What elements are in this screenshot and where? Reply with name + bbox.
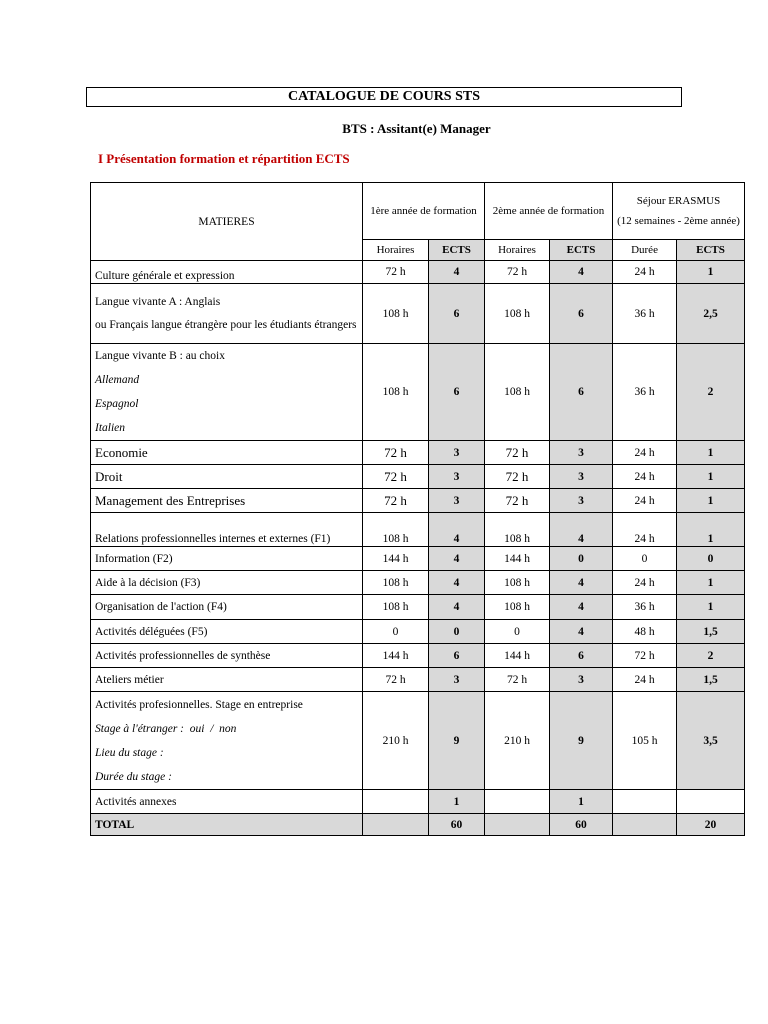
ects-year1: 6 — [429, 344, 485, 441]
header-duree: Durée — [613, 240, 677, 261]
hours-year2: 72 h — [485, 261, 550, 284]
total-label: TOTAL — [91, 814, 363, 836]
total-hours-year2 — [485, 814, 550, 836]
table-row — [91, 513, 745, 547]
course-label: Activités déléguées (F5) — [91, 620, 363, 644]
hours-year1: 210 h — [363, 692, 429, 790]
ects-year1: 4 — [429, 513, 485, 547]
table-row — [91, 465, 745, 489]
course-label: Aide à la décision (F3) — [91, 571, 363, 595]
header-year1-label: 1ère année de formation — [370, 205, 477, 217]
section-heading: I Présentation formation et répartition ECTS — [98, 151, 350, 166]
ects-year2: 1 — [550, 790, 613, 814]
course-label: Organisation de l'action (F4) — [91, 595, 363, 620]
header-ects-1: ECTS — [429, 240, 485, 261]
language-option: Espagnol — [95, 398, 139, 410]
ects-year1: 9 — [429, 692, 485, 790]
ects-erasmus: 2 — [677, 644, 745, 668]
total-hours-year1 — [363, 814, 429, 836]
ects-year2: 4 — [550, 571, 613, 595]
course-label — [91, 344, 363, 441]
ects-year1: 4 — [429, 547, 485, 571]
header-erasmus — [613, 183, 745, 240]
ects-year2: 4 — [550, 261, 613, 284]
stage-duration-field: Durée du stage : — [95, 770, 172, 783]
ects-erasmus: 2 — [677, 344, 745, 441]
course-label: Activités annexes — [91, 790, 363, 814]
course-label: Activités professionnelles de synthèse — [91, 644, 363, 668]
hours-year2: 72 h — [485, 441, 550, 465]
hours-year2: 72 h — [485, 465, 550, 489]
ects-year2: 4 — [550, 595, 613, 620]
course-label: Droit — [91, 465, 363, 489]
ects-erasmus: 1,5 — [677, 620, 745, 644]
hours-year1: 144 h — [363, 547, 429, 571]
course-label — [91, 284, 363, 344]
ects-erasmus: 1 — [677, 513, 745, 547]
course-label-alt: ou Français langue étrangère pour les étudiants étrangers — [95, 319, 357, 331]
erasmus-duration: 36 h — [613, 284, 677, 344]
erasmus-duration: 24 h — [613, 571, 677, 595]
hours-year1: 108 h — [363, 513, 429, 547]
stage-location-field: Lieu du stage : — [95, 746, 164, 759]
erasmus-duration: 24 h — [613, 489, 677, 513]
erasmus-duration: 36 h — [613, 344, 677, 441]
hours-year1: 108 h — [363, 595, 429, 620]
table-row — [91, 595, 745, 620]
course-label: Management des Entreprises — [91, 489, 363, 513]
hours-year2: 108 h — [485, 513, 550, 547]
erasmus-duration: 24 h — [613, 513, 677, 547]
hours-year2 — [485, 790, 550, 814]
ects-table — [90, 182, 745, 836]
total-ects-year2: 60 — [550, 814, 613, 836]
hours-year1: 108 h — [363, 284, 429, 344]
table-row — [91, 284, 745, 344]
header-erasmus-title: Séjour ERASMUS — [636, 195, 721, 207]
ects-year1: 3 — [429, 465, 485, 489]
table-row — [91, 261, 745, 284]
hours-year2: 72 h — [485, 668, 550, 692]
ects-year1: 1 — [429, 790, 485, 814]
course-label: Economie — [91, 441, 363, 465]
ects-year1: 4 — [429, 595, 485, 620]
table-row — [91, 644, 745, 668]
language-option: Allemand — [95, 374, 140, 386]
hours-year1: 108 h — [363, 571, 429, 595]
ects-year2: 3 — [550, 668, 613, 692]
stage-abroad-field: Stage à l'étranger : oui / non — [95, 722, 237, 735]
ects-erasmus: 1 — [677, 595, 745, 620]
hours-year2: 144 h — [485, 547, 550, 571]
table-row — [91, 344, 745, 441]
total-erasmus-duration — [613, 814, 677, 836]
ects-erasmus: 1 — [677, 261, 745, 284]
hours-year1: 144 h — [363, 644, 429, 668]
hours-year1: 72 h — [363, 668, 429, 692]
hours-year1: 72 h — [363, 465, 429, 489]
course-label — [91, 692, 363, 790]
table-row — [91, 441, 745, 465]
table-header-row — [91, 183, 745, 240]
hours-year1 — [363, 790, 429, 814]
erasmus-duration: 24 h — [613, 441, 677, 465]
hours-year2: 0 — [485, 620, 550, 644]
header-ects-2: ECTS — [550, 240, 613, 261]
ects-erasmus: 0 — [677, 547, 745, 571]
language-option: Italien — [95, 422, 126, 434]
header-ects-3: ECTS — [677, 240, 745, 261]
hours-year1: 72 h — [363, 489, 429, 513]
ects-year2: 9 — [550, 692, 613, 790]
hours-year2: 108 h — [485, 571, 550, 595]
ects-erasmus — [677, 790, 745, 814]
table-row — [91, 489, 745, 513]
course-label-main: Activités profesionnelles. Stage en entreprise — [95, 698, 303, 711]
erasmus-duration: 105 h — [613, 692, 677, 790]
erasmus-duration: 48 h — [613, 620, 677, 644]
ects-year1: 6 — [429, 284, 485, 344]
erasmus-duration: 0 — [613, 547, 677, 571]
hours-year2: 72 h — [485, 489, 550, 513]
ects-year2: 3 — [550, 465, 613, 489]
ects-year2: 0 — [550, 547, 613, 571]
program-subtitle: BTS : Assitant(e) Manager — [342, 121, 491, 136]
table-row — [91, 547, 745, 571]
erasmus-duration — [613, 790, 677, 814]
ects-year1: 3 — [429, 489, 485, 513]
table-row — [91, 620, 745, 644]
ects-erasmus: 1,5 — [677, 668, 745, 692]
header-year2 — [485, 183, 613, 240]
header-erasmus-subtitle: (12 semaines - 2ème année) — [617, 215, 740, 227]
table-row — [91, 692, 745, 790]
header-horaires-2: Horaires — [485, 240, 550, 261]
ects-year1: 0 — [429, 620, 485, 644]
ects-year2: 4 — [550, 620, 613, 644]
table-row — [91, 571, 745, 595]
ects-year1: 3 — [429, 668, 485, 692]
erasmus-duration: 24 h — [613, 261, 677, 284]
hours-year2: 144 h — [485, 644, 550, 668]
ects-year1: 4 — [429, 261, 485, 284]
table-row — [91, 668, 745, 692]
hours-year2: 108 h — [485, 595, 550, 620]
ects-year2: 6 — [550, 284, 613, 344]
erasmus-duration: 24 h — [613, 668, 677, 692]
erasmus-duration: 36 h — [613, 595, 677, 620]
hours-year1: 0 — [363, 620, 429, 644]
header-matieres-label: MATIERES — [198, 215, 255, 228]
ects-year1: 6 — [429, 644, 485, 668]
ects-erasmus: 1 — [677, 489, 745, 513]
hours-year1: 108 h — [363, 344, 429, 441]
header-year2-label: 2ème année de formation — [492, 205, 605, 217]
ects-year2: 6 — [550, 344, 613, 441]
header-horaires-1: Horaires — [363, 240, 429, 261]
course-label-main: Langue vivante B : au choix — [95, 350, 225, 362]
hours-year2: 210 h — [485, 692, 550, 790]
ects-erasmus: 1 — [677, 571, 745, 595]
header-year1 — [363, 183, 485, 240]
header-matieres — [91, 183, 363, 261]
hours-year2: 108 h — [485, 344, 550, 441]
erasmus-duration: 72 h — [613, 644, 677, 668]
ects-year2: 6 — [550, 644, 613, 668]
ects-year2: 3 — [550, 441, 613, 465]
course-label: Relations professionnelles internes et externes (F1) — [91, 513, 363, 547]
course-label-main: Langue vivante A : Anglais — [95, 296, 221, 308]
total-ects-year1: 60 — [429, 814, 485, 836]
catalogue-title: CATALOGUE DE COURS STS — [86, 87, 682, 107]
total-ects-erasmus: 20 — [677, 814, 745, 836]
course-label: Information (F2) — [91, 547, 363, 571]
ects-year1: 4 — [429, 571, 485, 595]
course-label: Culture générale et expression — [91, 261, 363, 284]
table-row — [91, 790, 745, 814]
ects-erasmus: 2,5 — [677, 284, 745, 344]
hours-year1: 72 h — [363, 261, 429, 284]
course-label: Ateliers métier — [91, 668, 363, 692]
ects-year2: 4 — [550, 513, 613, 547]
hours-year2: 108 h — [485, 284, 550, 344]
ects-erasmus: 1 — [677, 441, 745, 465]
ects-erasmus: 3,5 — [677, 692, 745, 790]
ects-erasmus: 1 — [677, 465, 745, 489]
ects-year1: 3 — [429, 441, 485, 465]
ects-year2: 3 — [550, 489, 613, 513]
erasmus-duration: 24 h — [613, 465, 677, 489]
hours-year1: 72 h — [363, 441, 429, 465]
table-total-row — [91, 814, 745, 836]
